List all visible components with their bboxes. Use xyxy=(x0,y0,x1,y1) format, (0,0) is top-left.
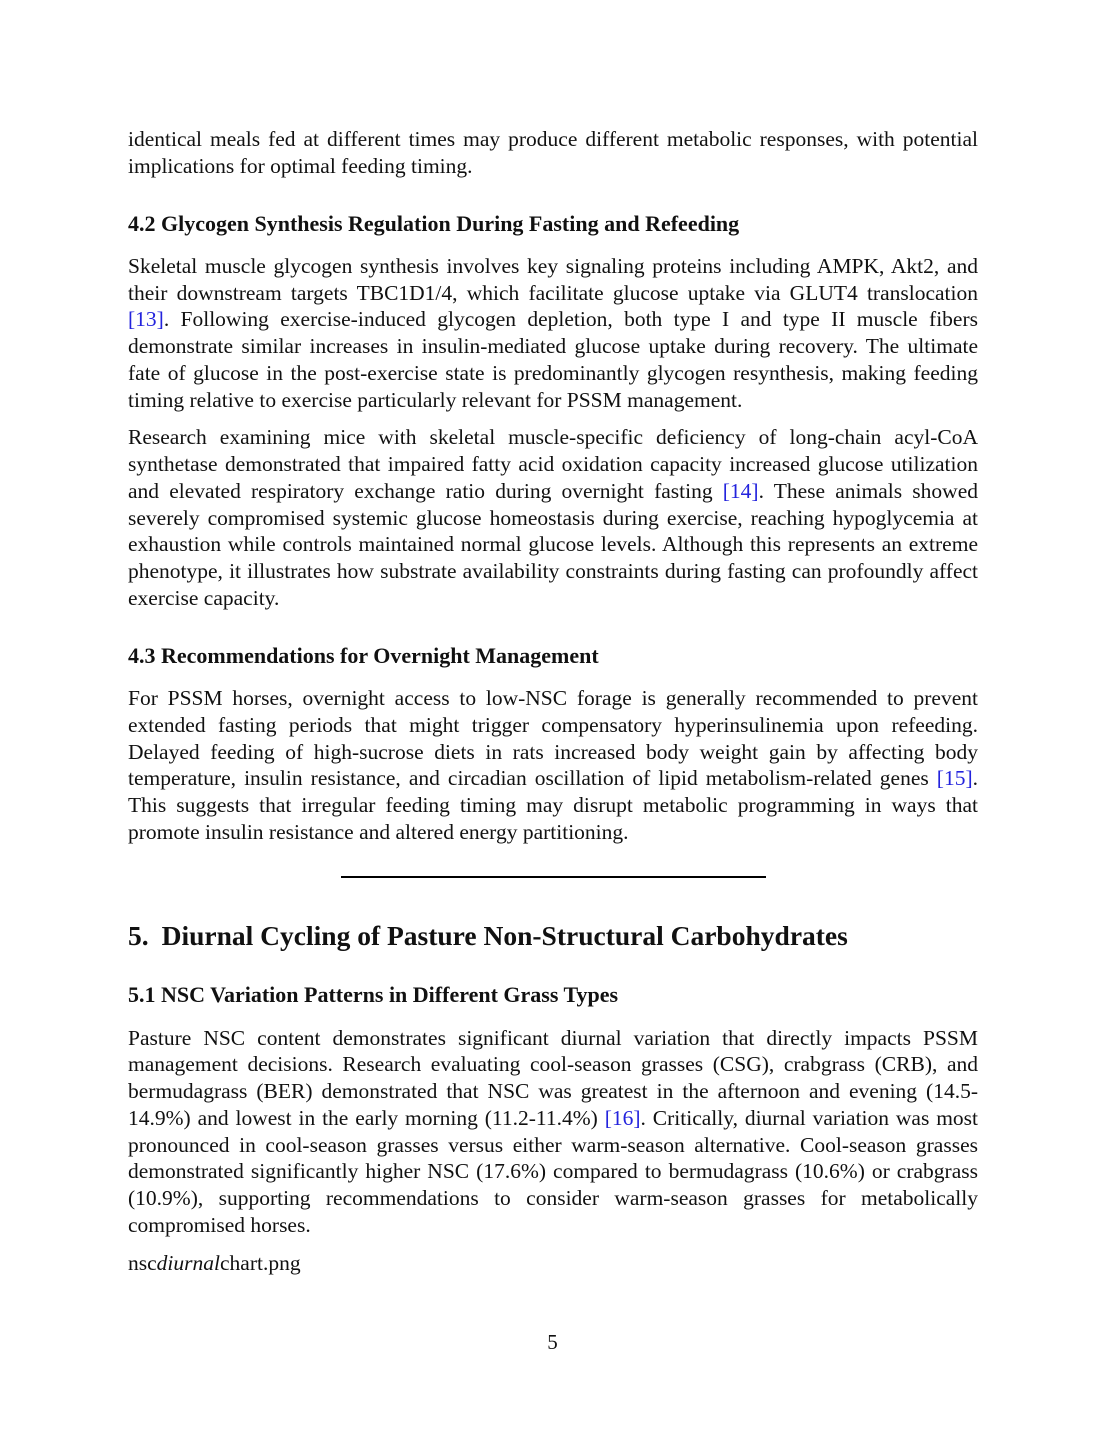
paragraph-glycogen-synthesis xyxy=(128,253,978,414)
paragraph-acyl-coa-mice xyxy=(128,424,978,611)
section-title: Diurnal Cycling of Pasture Non-Structural Carbohydrates xyxy=(161,919,848,951)
text-run: chart.png xyxy=(220,1250,301,1275)
text-run: identical meals fed at different times may produce different metabolic responses, with potential implications for optimal feeding timing. xyxy=(128,127,978,178)
citation-link[interactable]: [16] xyxy=(604,1105,641,1130)
paragraph-image-filename xyxy=(128,1250,978,1277)
text-run: nsc xyxy=(128,1250,157,1275)
page-footer xyxy=(0,1330,1105,1355)
citation-link[interactable]: [13] xyxy=(128,307,164,332)
heading-4-2: 4.2 Glycogen Synthesis Regulation During Fasting and Refeeding xyxy=(128,210,740,236)
paragraph-overnight-management xyxy=(128,685,978,846)
heading-5-1: 5.1 NSC Variation Patterns in Different Grass Types xyxy=(128,982,619,1008)
text-run: Research examining mice with skeletal muscle-specific deficiency of long-chain acyl-CoA synthetase demonstrated that impaired fatty acid oxidation capacity increased glucose utilization and elevated respiratory exchange ratio during overnight fasting xyxy=(128,425,978,503)
italic-text-run: diurnal xyxy=(156,1250,220,1275)
text-run: For PSSM horses, overnight access to low-NSC forage is generally recommended to prevent extended fasting periods that might trigger compensatory hyperinsulinemia upon refeeding. Delayed feeding of high-sucrose diets in rats increased body weight gain by affecting body temperature, insulin resistance, and circadian oscillation of lipid metabolism-related genes xyxy=(128,686,978,791)
text-run: . Following exercise-induced glycogen depletion, both type I and type II muscle fibers demonstrate similar increases in insulin-mediated glucose uptake during recovery. The ultimate fate of glucose in the post-exercise state is predominantly glycogen resynthesis, making feeding timing relative to exercise particularly relevant for PSSM management. xyxy=(128,307,978,412)
text-run: . These animals showed severely compromised systemic glucose homeostasis during exercise, reaching hypoglycemia at exhaustion while controls maintained normal glucose levels. Although this represents an extreme phenotype, it illustrates how substrate availability constraints during fasting can profoundly affect exercise capacity. xyxy=(128,478,978,611)
text-run: Pasture NSC content demonstrates significant diurnal variation that directly impacts PSSM management decisions. Research evaluating cool-season grasses (CSG), crabgrass (CRB), and bermudagrass (BER) demonstrated that NSC was greatest in the afternoon and evening (14.5-14.9%) and lowest in the early morning (11.2-11.4%) xyxy=(128,1025,978,1130)
citation-link[interactable]: [14] xyxy=(722,478,759,503)
paragraph-nsc-variation xyxy=(128,1025,978,1239)
citation-link[interactable]: [15] xyxy=(936,766,973,791)
heading-5 xyxy=(128,920,978,952)
text-run: . This suggests that irregular feeding timing may disrupt metabolic programming in ways that promote insulin resistance and altered energy partitioning. xyxy=(128,766,978,844)
heading-4-3: 4.3 Recommendations for Overnight Management xyxy=(128,642,599,668)
page-number: 5 xyxy=(547,1330,558,1354)
section-divider xyxy=(341,876,766,878)
text-run: Skeletal muscle glycogen synthesis involves key signaling proteins including AMPK, Akt2, and their downstream targets TBC1D1/4, which facilitate glucose uptake via GLUT4 translocation xyxy=(128,253,978,305)
paragraph-feeding-timing-conclusion xyxy=(128,126,978,180)
section-number: 5. xyxy=(128,919,149,951)
document-content xyxy=(128,126,978,1276)
text-run: . Critically, diurnal variation was most pronounced in cool-season grasses versus either warm-season alternative. Cool-season grasses demonstrated significantly higher NSC (17.6%) compared to bermudagrass (10.6%) or crabgrass (10.9%), supporting recommendations to consider warm-season grasses for metabolically compromised horses. xyxy=(128,1105,979,1237)
